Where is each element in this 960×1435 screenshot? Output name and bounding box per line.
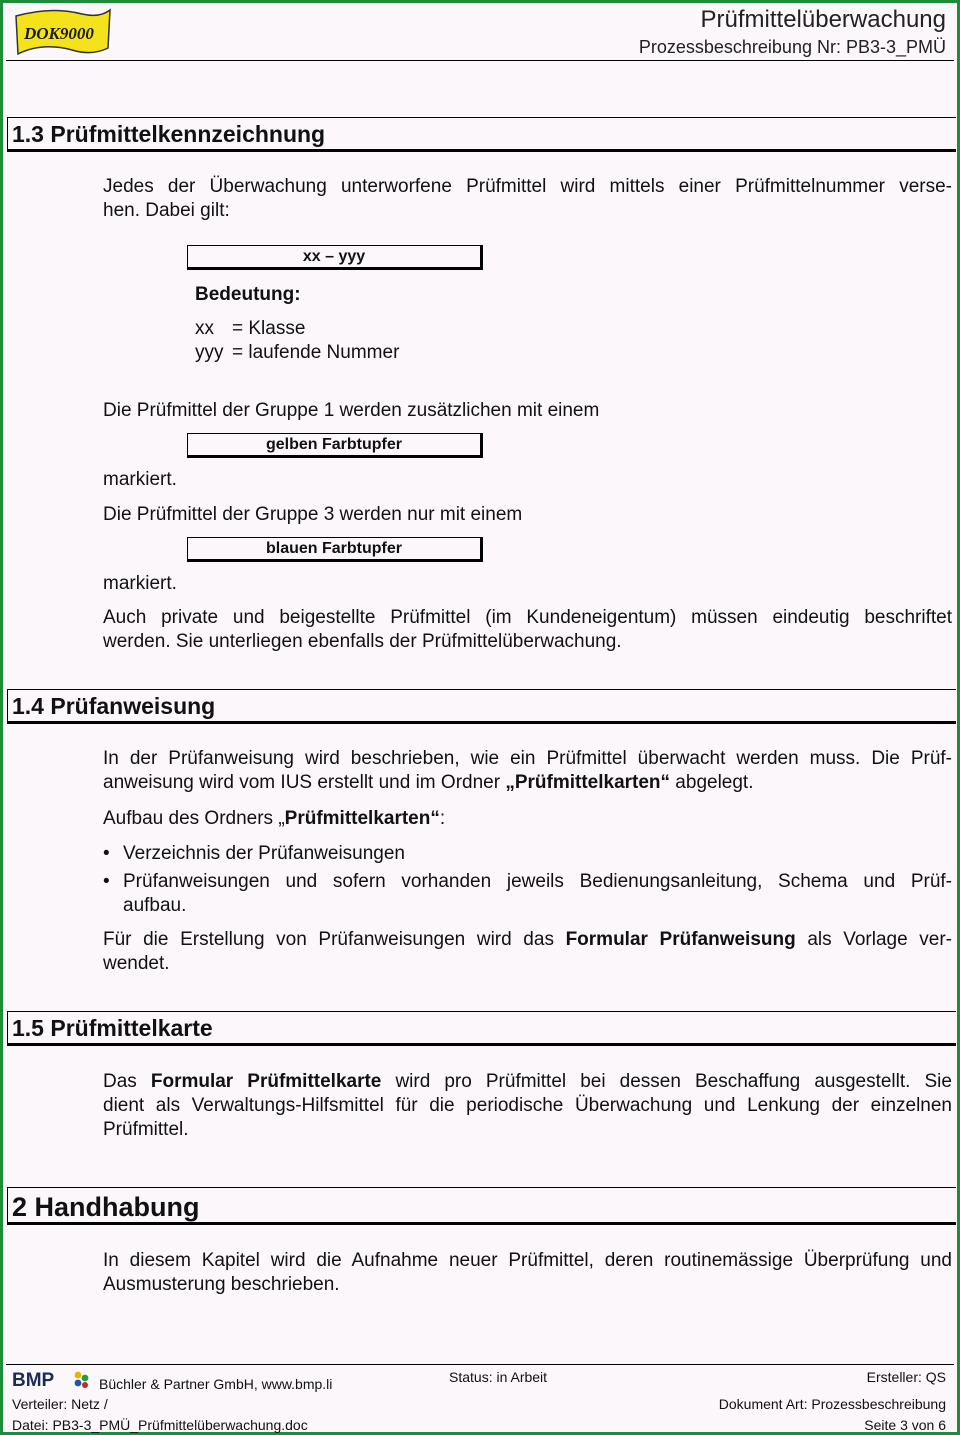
paragraph-formular: Für die Erstellung von Prüfanweisungen wird das Formular Prüfanweisung als Vorlage ver- wendet. (103, 929, 952, 974)
footer-dokument-art: Dokument Art: Prozessbeschreibung (718, 1396, 946, 1412)
bullet-dot: • (103, 871, 110, 892)
paragraph-1-5: Das Formular Prüfmittelkarte wird pro Prüfmittel bei dessen Beschaffung ausgestellt. Sie dient als Verwaltungs-Hilfsmittel für die periodische Überwachung und Lenkung der einzelnen Prüfmittel. (103, 1071, 952, 1140)
logo-text: DOK9000 (24, 24, 94, 43)
paragraph-gruppe-1: Die Prüfmittel der Gruppe 1 werden zusätzlichen mit einem (103, 400, 600, 421)
yellow-marker-box: gelben Farbtupfer (187, 433, 483, 458)
dok9000-logo (12, 6, 112, 58)
paragraph-private (103, 606, 952, 654)
markiert-text: markiert. (103, 573, 177, 594)
paragraph-2: In diesem Kapitel wird die Aufnahme neuer Prüfmittel, deren routinemässige Überprüfung und Ausmusterung beschrieben. (103, 1250, 952, 1295)
header-divider (6, 60, 954, 61)
footer-ersteller: Ersteller: QS (866, 1369, 946, 1385)
footer-datei: Datei: PB3-3_PMÜ_Prüfmittelüberwachung.doc (12, 1417, 308, 1433)
paragraph-gruppe-3: Die Prüfmittel der Gruppe 3 werden nur mit einem (103, 504, 523, 525)
bedeutung-label: Bedeutung: (195, 284, 301, 305)
footer-page-number: Seite 3 von 6 (864, 1417, 946, 1433)
format-box: xx – yyy (187, 245, 483, 270)
definition-value: = Klasse (232, 318, 306, 339)
footer-divider (6, 1364, 954, 1365)
bullet-item: Prüfanweisungen und sofern vorhanden jeweils Bedienungsanleitung, Schema und Prüf- aufbau. (123, 871, 952, 916)
section-heading-2: 2 Handhabung (7, 1187, 956, 1225)
text-line: In der Prüfanweisung wird beschrieben, wie ein Prüfmittel überwacht werden muss. Die Prüf- (103, 748, 952, 769)
section-heading-1-5: 1.5 Prüfmittelkarte (7, 1011, 956, 1046)
text-line: Auch private und beigestellte Prüfmittel (im Kundeneigentum) müssen eindeutig beschriftet (103, 607, 952, 628)
text-line: werden. Sie unterliegen ebenfalls der Prüfmittelüberwachung. (103, 631, 622, 652)
footer-status: Status: in Arbeit (449, 1369, 548, 1385)
section-heading-1-4: 1.4 Prüfanweisung (7, 689, 956, 724)
markiert-text: markiert. (103, 469, 177, 490)
svg-text:BMP: BMP (12, 1370, 55, 1390)
document-title: Prüfmittelüberwachung (700, 6, 946, 33)
text-line: anweisung wird vom IUS erstellt und im Ordner „Prüfmittelkarten“ abgelegt. (103, 772, 754, 793)
definition-key: xx (195, 318, 214, 339)
text-line: hen. Dabei gilt: (103, 200, 230, 221)
text-line: Jedes der Überwachung unterworfene Prüfmittel wird mittels einer Prüfmittelnummer verse- (103, 176, 952, 197)
footer-verteiler: Verteiler: Netz / (12, 1396, 108, 1412)
section-heading-1-3: 1.3 Prüfmittelkennzeichnung (7, 117, 956, 152)
definition-key: yyy (195, 342, 224, 363)
blue-marker-box: blauen Farbtupfer (187, 537, 483, 562)
bullet-dot: • (103, 843, 110, 864)
paragraph-1-4-intro (103, 747, 952, 795)
bmp-logo (12, 1368, 92, 1390)
definition-value: = laufende Nummer (232, 342, 400, 363)
footer-company: Büchler & Partner GmbH, www.bmp.li (99, 1376, 333, 1392)
paragraph-1-3-intro (103, 175, 952, 223)
bullet-item: Verzeichnis der Prüfanweisungen (123, 843, 406, 864)
document-number: Prozessbeschreibung Nr: PB3-3_PMÜ (638, 37, 946, 57)
paragraph-aufbau: Aufbau des Ordners „Prüfmittelkarten“: (103, 808, 446, 829)
